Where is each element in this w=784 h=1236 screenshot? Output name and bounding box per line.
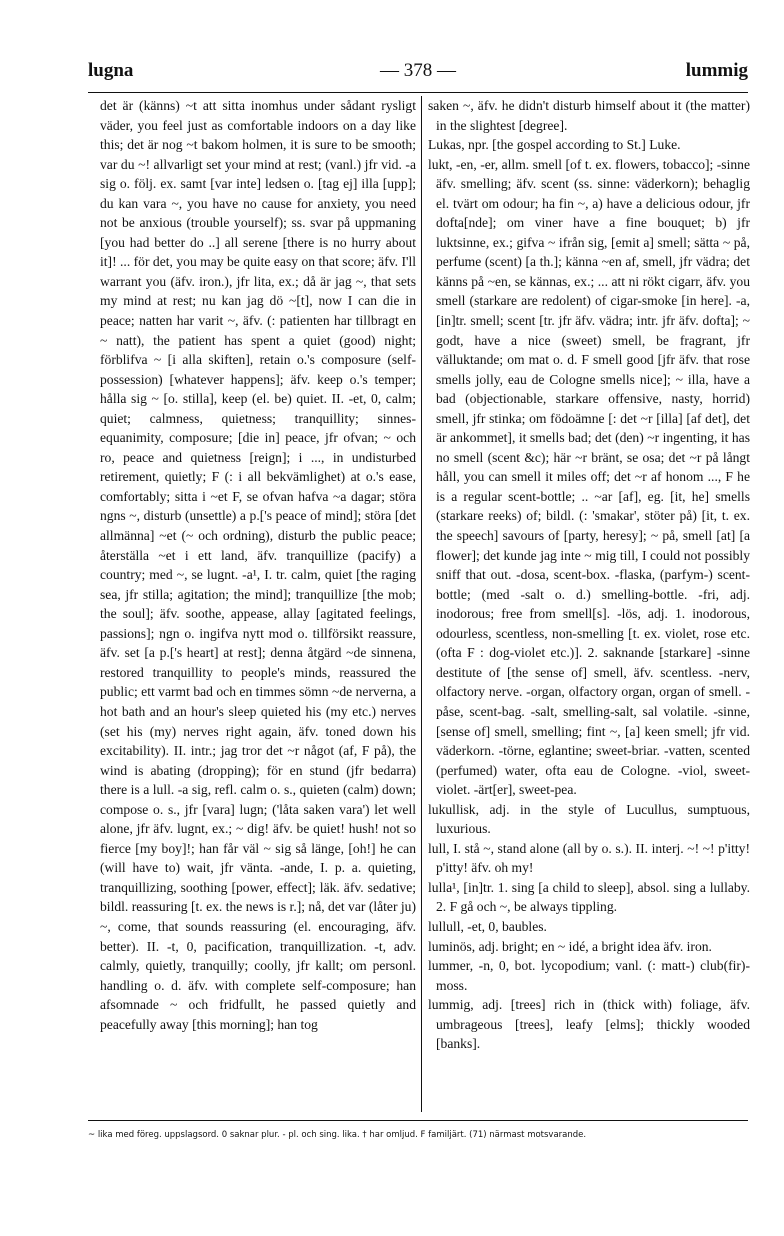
entry-lukullisk: lukullisk, adj. in the style of Lucullus, sumptuous, luxurious. bbox=[428, 801, 750, 837]
entry-lullull: lullull, -et, 0, baubles. bbox=[428, 918, 547, 934]
right-column bbox=[428, 96, 750, 1112]
entry-lulla: lulla¹, [in]tr. 1. sing [a child to sleep], absol. sing a lullaby. 2. F gå och ~, be always tippling. bbox=[428, 879, 750, 915]
entry-lukt: lukt, -en, -er, allm. smell [of t. ex. flowers, tobacco]; -sinne äfv. smelling; äfv. scent (ss. sinne: väderkorn); behaglig el. tvärt om odour; ha fin ~, a) have a delicious odour, jfr dofta[nde]; om viner have a fine bouquet; b) jfr luktsinne, ex.; gifva ~ ifrån sig, [emit a] smell; sätta ~ på, perfume (scent) [a th.]; känna ~en af, smell, jfr vädra; det känns på ~en, se kännas, ex.; ... att ni rökt cigarr, äfv. you smell (starkare are redolent) of cigar-smoke [in here]. -a, [in]tr. smell; scent [tr. jfr äfv. vädra; intr. jfr äfv. dofta]; ~ godt, have a nice (sweet) smell, be fragrant, jfr välluktande; om mat o. d. F smell good [jfr äfv. that rose smells jolly, eau de Cologne smells nice]; ~ illa, have a bad (objectionable, starkare offensive, nasty, horrid) smell, jfr stinka; om födoämne [: det ~r [illa] [af det], det är ankommet], it smells bad; det (den) ~r ingenting, it has no smell (scent &c); här ~r bränt, se osa; det ~r på långt håll, you can smell it miles off; det ~r af honom ..., F he is a regular scent-bottle; .. ~ar [af], eg. [it, he] smells (starkare reeks) of; bildl. (: 'smakar', stöter på) [it, t. ex. the speech] savours of [party, heresy]; ~ på, smell [at] [a flower]; det kunde jag inte ~ mig till, I could not possibly sniff that out. -dosa, scent-box. -flaska, (parfym-) scent-bottle; (med -salt o. d.) smelling-bottle. -fri, adj. inodorous; free from smell[s]. -lös, adj. 1. inodorous, odourless, scentless, non-smelling [t. ex. violet, rose etc. (ofta F : dog-violet etc.)]. 2. saknande [starkare] -sinne destitute of [the sense of] smell, äfv. scentless. -nerv, olfactory nerve. -organ, olfactory organ, organ of smell. -påse, scent-bag. -salt, smelling-salt, sal volatile. -sinne, [sense of] smell, smelling; fint ~, [a] keen smell; jfr vid. väderkorn. -törne, eglantine; sweet-briar. -vatten, scented (perfumed) water, ofta eau de Cologne. -viol, sweet-violet. -ärt[er], sweet-pea. bbox=[428, 156, 750, 798]
entry-lukas: Lukas, npr. [the gospel according to St.] Luke. bbox=[428, 137, 681, 153]
left-running-headword: lugna bbox=[88, 60, 134, 81]
entry-lull: lull, I. stå ~, stand alone (all by o. s.). II. interj. ~! ~! p'itty! p'itty! äfv. oh my! bbox=[428, 840, 750, 876]
left-column-text: det är (känns) ~t att sitta inomhus under sådant rysligt väder, you feel just as comfortable indoors on a day like this; det är nog ~t bakom holmen, it is sure to be smooth; var du ~! allvarligt set your mind at rest; (vanl.) jfr vid. -a sig o. följ. ex. samt [var inte] ledsen o. [tag ej] illa [upp]; du kan vara ~, you have no cause for anxiety, you need not be anxious (trouble yourself); ss. svar på uppmaning [you had better do ..] all serene [there is no hurry about it]! ... för det, you may be quite easy on that score; äfv. I'll warrant you (äfv. iron.), jfr lita, ex.; då är jag ~, that sets my mind at rest; nu kan jag dö ~[t], now I can die in peace; natten har varit ~, äfv. (: patienten har tillbragt en ~ natt), the patient has spent a quiet (good) night; förblifva ~ [i alla skiften], retain o.'s composure (self-possession) [whatever happens]; äfv. keep o.'s temper; hålla sig ~ [o. stilla], keep (el. be) quiet. II. -et, 0, calm; quiet; calmness, quietness; tranquillity; sinnes- equanimity, composure; [die in] peace, jfr ofvan; ~ och ro, peace and quietness [reign]; i ..., in undisturbed retirement, quietly; F (: i all bekvämlighet) at o.'s ease, comfortably; sitta i ~et F, se ofvan hafva ~a dagar; störa ngns ~, disturb (unsettle) a p.['s peace of mind]; störa [det allmänna] ~et (~ och ordning), disturb the public peace; återställa ~et i ett land, äfv. tranquillize (pacify) a country; med ~, se lugnt. -a¹, I. tr. calm, quiet [the raging sea, jfr stilla; agitation; the mind]; tranquillize [the mob; the soul]; äfv. soothe, appease, allay [agitated feelings, passions]; ngn o. ingifva nytt mod o. tillförsikt reassure, äfv. set [a p.['s heart] at rest]; denna åtgärd ~de sinnena, restored tranquillity to people's minds, reassured the public; ett varmt bad och en timmes sömn ~de nerverna, a hot bath and an hour's sleep quieted his (my etc.) nerves (set his (my) nerves right again, äfv. toned down his excitability). II. intr.; jag tror det ~r något (af, F på), the wind is abating (dropping); för en stund (jfr bedarra) there is a lull. -a sig, refl. calm o. s., quieten (calm) down; compose o. s., jfr [vara] lugn; ('låta saken vara') let well alone, jfr äfv. lugnt, ex.; ~ dig! äfv. be quiet! hush! not so fierce [my boy]!; han får väl ~ sig så länge, [oh!] he can (will have to) wait, jfr vänta. -ande, I. p. a. quieting, tranquillizing, soothing [power, effect]; läk. äfv. sedative; bildl. reassuring [t. ex. the news is r.]; nå, det var (låter ju) ~, come, that sounds reassuring (el. encouraging, äfv. better). II. -t, 0, pacification, tranquillization. -t, adv. calmly, quietly, tranquilly; coolly, jfr kallt; om personl. handling o. d. äfv. with complete self-composure; han afsomnade ~ och fridfullt, he passed quietly and peacefully away [this morning]; han tog bbox=[100, 98, 416, 1032]
page-header bbox=[88, 60, 748, 90]
entry-lummig: lummig, adj. [trees] rich in (thick with) foliage, äfv. umbrageous [trees], leafy [elms]; thickly wooded [banks]. bbox=[428, 997, 750, 1052]
entry-lummer: lummer, -n, 0, bot. lycopodium; vanl. (: matt-) club(fir)-moss. bbox=[428, 958, 750, 993]
right-running-headword: lummig bbox=[685, 60, 748, 81]
left-column bbox=[100, 96, 416, 1112]
entry-continuation: saken ~, äfv. he didn't disturb himself about it (the matter) in the slightest [degree]. bbox=[428, 98, 750, 133]
header-rule bbox=[88, 92, 748, 93]
column-divider bbox=[421, 96, 422, 1112]
footer-rule bbox=[88, 1120, 748, 1121]
entry-luminos: luminös, adj. bright; en ~ idé, a bright idea äfv. iron. bbox=[428, 938, 712, 954]
abbreviation-legend: ~ lika med föreg. uppslagsord. 0 saknar plur. - pl. och sing. lika. † har omljud. F familjärt. (71) närmast motsvarande. bbox=[88, 1130, 587, 1140]
page-number: — 378 — bbox=[380, 60, 456, 81]
